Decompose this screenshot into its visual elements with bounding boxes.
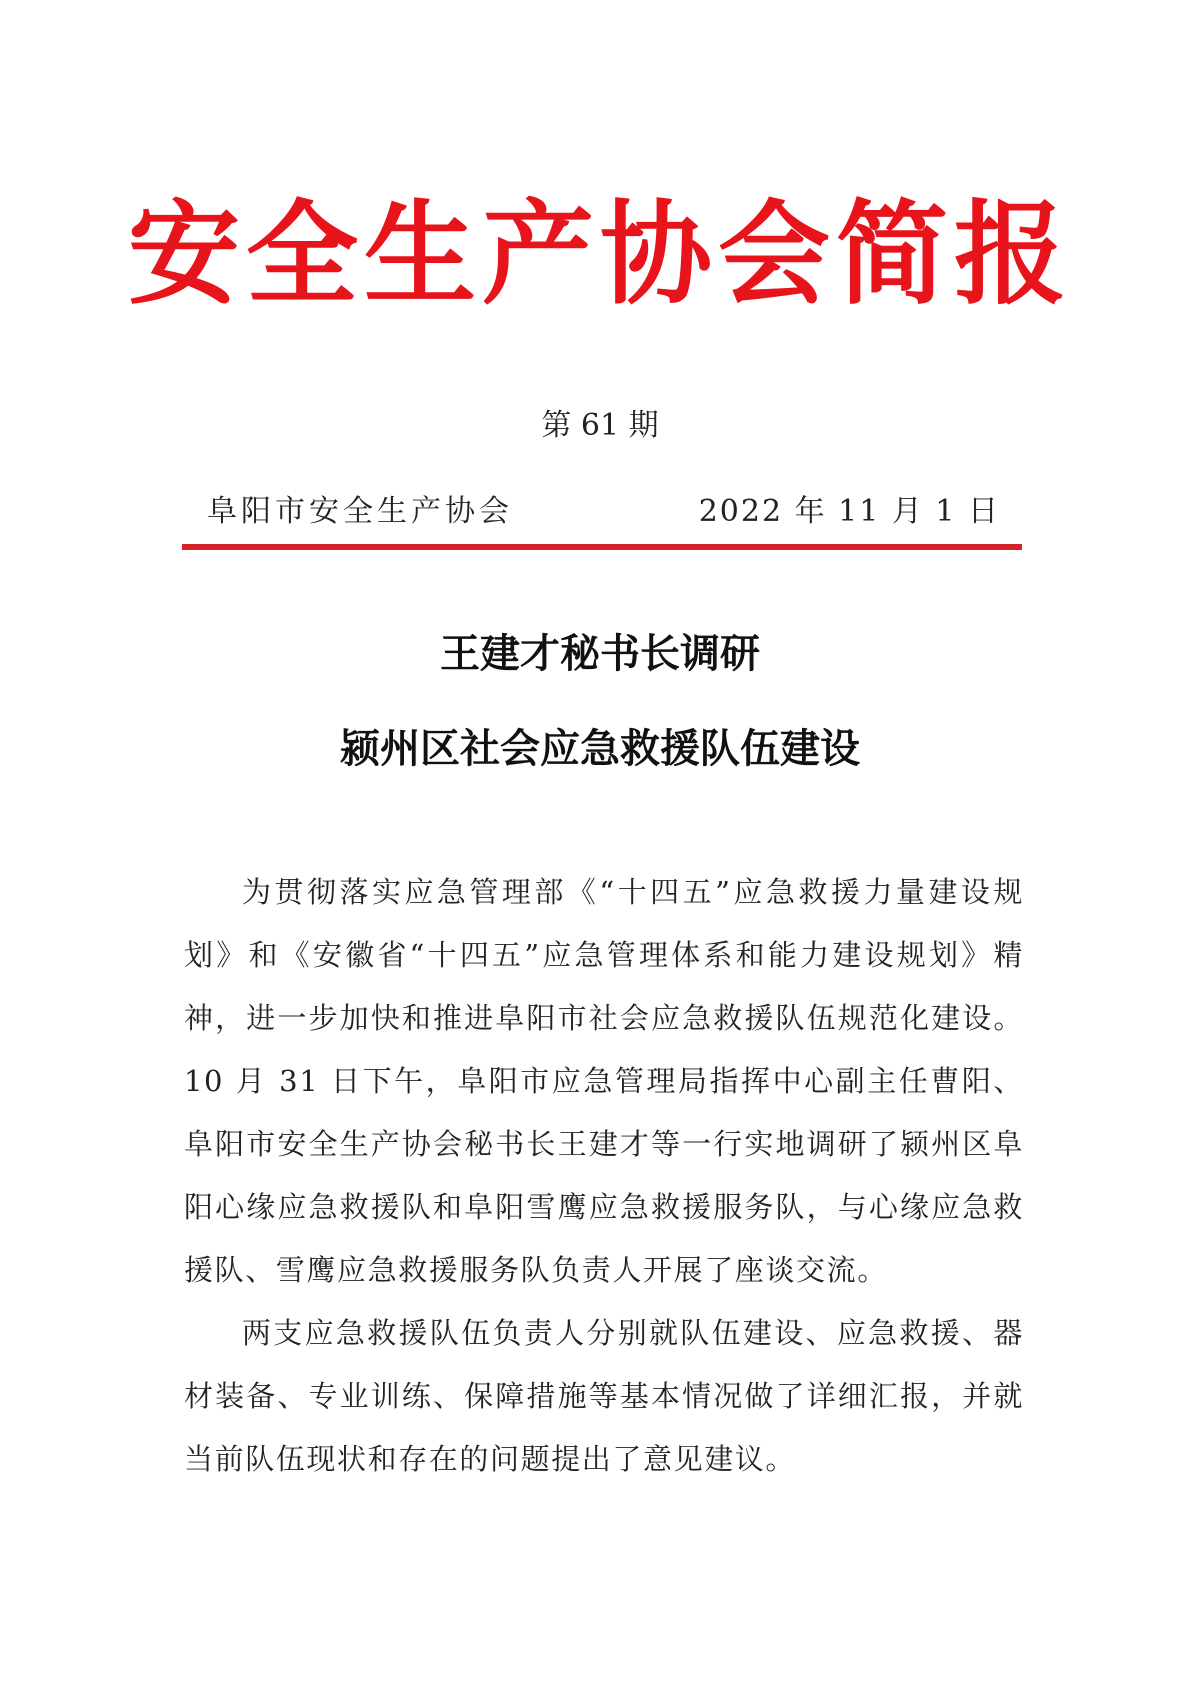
issue-number: 第 61 期 (541, 408, 659, 443)
issue-date: 2022 年 11 月 1 日 (698, 494, 1000, 529)
article-body (184, 861, 1024, 1491)
issue-line (185, 490, 1020, 534)
red-divider-rule (182, 544, 1022, 550)
article-paragraph-2: 两支应急救援队伍负责人分别就队伍建设、应急救援、器材装备、专业训练、保障措施等基本情况做了详细汇报，并就当前队伍现状和存在的问题提出了意见建议。 (184, 1316, 1024, 1476)
masthead-title: 安全生产协会简报 (128, 190, 1072, 320)
article-title-line-2: 颍州区社会应急救援队伍建设 (340, 725, 860, 772)
article-paragraph-1: 为贯彻落实应急管理部《“十四五”应急救援力量建设规划》和《安徽省“十四五”应急管理体系和能力建设规划》精神，进一步加快和推进阜阳市社会应急救援队伍规范化建设。10 月 31 日下午，阜阳市应急管理局指挥中心副主任曹阳、阜阳市安全生产协会秘书长王建才等一行实地调研了颍州区阜阳心缘应急救援队和阜阳雪鹰应急救援服务队，与心缘应急救援队、雪鹰应急救援服务队负责人开展了座谈交流。 (184, 875, 1024, 1287)
issuer-name: 阜阳市安全生产协会 (207, 494, 513, 529)
article-title-line-1: 王建才秘书长调研 (440, 630, 760, 677)
